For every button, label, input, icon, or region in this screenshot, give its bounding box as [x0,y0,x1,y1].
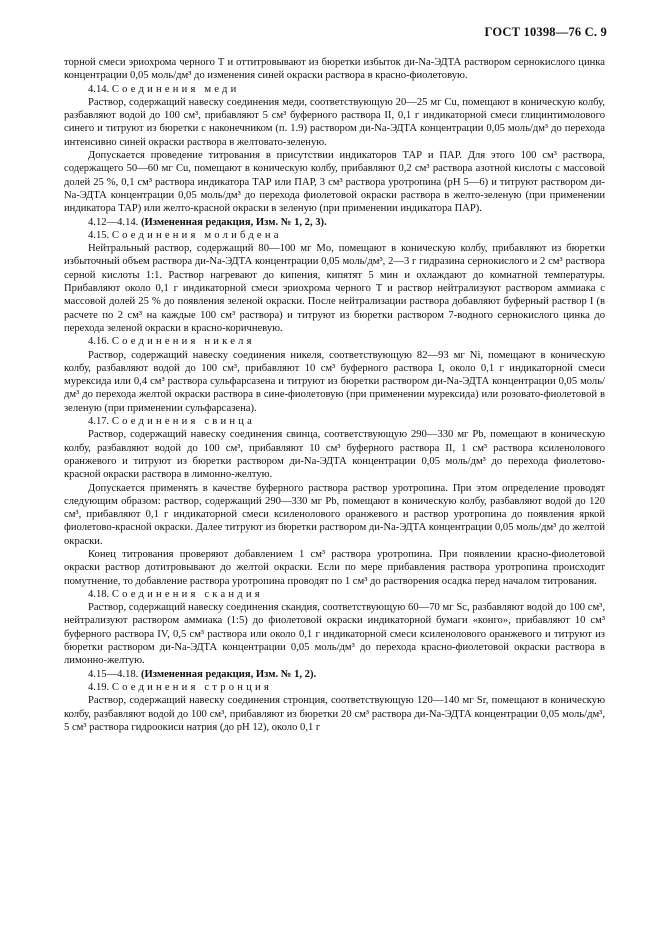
amendment-note [64,668,605,681]
page-header: ГОСТ 10398—76 С. 9 [484,25,607,39]
section-title: Соединения никеля [111,336,255,348]
paragraph: Допускается проведение титрования в присутствии индикаторов ТАР и ПАР. Для этого 100 см³ раствора, содержащего 50—60 мг Cu, помещают в коническую колбу, прибавляют 0,2 см³ раствора азотной кислоты с массовой долей 25 %, 0,1 см³ раствора индикатора ТАР или ПАР, 3 см³ раствора уротропина (pH 5—6) и титруют раствором ди-Na-ЭДТА концентрации 0,05 моль/дм³ до перехода фиолетовой окраски раствора в желто-зеленую (при применении индикатора ТАР) или желто-красной окраски в зеленую (при применении индикатора ПАР). [64,150,605,215]
paragraph: Раствор, содержащий навеску соединения меди, соответствующую 20—25 мг Cu, помещают в коническую колбу, разбавляют водой до 100 см³, прибавляют 5 см³ буферного раствора II, 0,1 г индикаторной смеси глицинтимолового синего и титруют из бюретки с наконечником (п. 1.9) раствором ди-Na-ЭДТА концентрации 0,05 моль/дм³ до перехода интенсивно синей окраски раствора в желтовато-зеленую. [64,96,605,148]
section-number: 4.16. [88,336,110,348]
section-heading [64,415,605,428]
paragraph: Раствор, содержащий навеску соединения свинца, соответствующую 290—330 мг Pb, помещают в коническую колбу, разбавляют водой до 100 см³, прибавляют 10 см³ буферного раствора II, 1 см³ раствора ксиленолового оранжевого и титруют из бюретки раствором ди-Na-ЭДТА концентрации 0,05 моль/дм³ до перехода фиолетово-красной окраски раствора в лимонно-желтую. [64,429,605,481]
amendment-text: (Измененная редакция, Изм. № 1, 2, 3). [140,216,327,228]
paragraph: Раствор, содержащий навеску соединения никеля, соответствующую 82—93 мг Ni, помещают в коническую колбу, разбавляют водой до 100 см³, прибавляют 10 см³ буферного раствора I, около 0,1 г индикаторной смеси мурексида или 0,4 см³ раствора сульфарсазена и титруют из бюретки раствором ди-Na-ЭДТА концентрации 0,05 моль/дм³ до перехода желтой окраски раствора в сине-фиолетовую (при применении мурексида) или розовато-фиолетовой в зеленую (при применении сульфарсазена). [64,349,605,414]
section-number: 4.14. [88,83,110,95]
section-title: Соединения меди [111,83,240,95]
paragraph: Раствор, содержащий навеску соединения стронция, соответствующую 120—140 мг Sr, помещают в коническую колбу, разбавляют водой до 100 см³, прибавляют из бюретки 20 см³ раствора ди-Na-ЭДТА концентрации 0,05 моль/дм³, 5 см³ раствора гидроокиси натрия (до pH 12), около 0,1 г [64,695,605,733]
section-heading [64,83,605,96]
section-number: 4.19. [88,681,110,693]
paragraph: торной смеси эриохрома черного Т и оттитровывают из бюретки избыток ди-Na-ЭДТА раствором сернокислого цинка концентрации 0,05 моль/дм³ до изменения синей окраски раствора в красно-фиолетовую. [64,57,605,82]
paragraph: Допускается применять в качестве буферного раствора раствор уротропина. При этом определение проводят следующим образом: раствор, содержащий 290—330 мг Pb, помещают в коническую колбу, разбавляют водой до 120 см³, прибавляют 0,1 г индикаторной смеси ксиленолового оранжевого и раствор уротропина до появления яркой фиолетово-красной окраски. Далее титруют из бюретки раствором ди-Na-ЭДТА концентрации 0,05 моль/дм³ до желтой окраски. [64,482,605,547]
section-title: Соединения свинца [111,416,256,428]
paragraph: Нейтральный раствор, содержащий 80—100 мг Mo, помещают в коническую колбу, прибавляют из бюретки избыточный объем раствора ди-Na-ЭДТА концентрации 0,05 моль/дм³, 2—3 г гидразина сернокислого и 2 см³ раствора серной кислоты 1:1. Раствор нагревают до кипения, кипятят 5 мин и охлаждают до комнатной температуры. Прибавляют около 0,1 г индикаторной смеси эриохрома черного Т и раствор нейтрализуют раствором аммиака с массовой долей 25 % до появления зеленой окраски. После нейтрализации раствора добавляют буферный раствор I (в расчете по 2 см³ на каждые 100 см³ раствора) и титруют из бюретки раствором 7-водного сернокислого цинка до перехода зеленой окраски в красно-коричневую. [64,243,605,334]
amendment-text: (Измененная редакция, Изм. № 1, 2). [140,668,317,680]
amendment-note [64,216,605,229]
section-heading [64,681,605,694]
paragraph: Конец титрования проверяют добавлением 1 см³ раствора уротропина. При появлении красно-фиолетовой окраски раствор дотитровывают до желтой окраски. Если по мере прибавления раствора уротропина происходит помутнение, то добавление раствора уротропина проводят по 1 см³ до растворения осадка перед началом титрования. [64,548,605,587]
section-title: Соединения стронция [111,681,272,693]
amendment-number: 4.12—4.14. [88,216,139,228]
section-title: Соединения молибдена [111,229,282,241]
amendment-number: 4.15—4.18. [88,668,139,680]
paragraph: Раствор, содержащий навеску соединения скандия, соответствующую 60—70 мг Sc, разбавляют водой до 100 см³, нейтрализуют раствором аммиака (1:5) до фиолетовой окраски индикаторной бумаги «конго», прибавляют 10 см³ буферного раствора IV, 0,5 см³ раствора или около 0,1 г индикаторной смеси ксиленолового оранжевого и титруют из бюретки раствором ди-Na-ЭДТА концентрации 0,05 моль/дм³ до перехода красно-фиолетовой окраски раствора в лимонно-желтую. [64,602,605,667]
section-title: Соединения скандия [111,588,263,600]
section-heading [64,229,605,242]
section-heading [64,588,605,601]
section-number: 4.18. [88,588,110,600]
section-number: 4.15. [88,229,110,241]
document-body [64,56,605,734]
section-number: 4.17. [88,416,110,428]
section-heading [64,335,605,348]
